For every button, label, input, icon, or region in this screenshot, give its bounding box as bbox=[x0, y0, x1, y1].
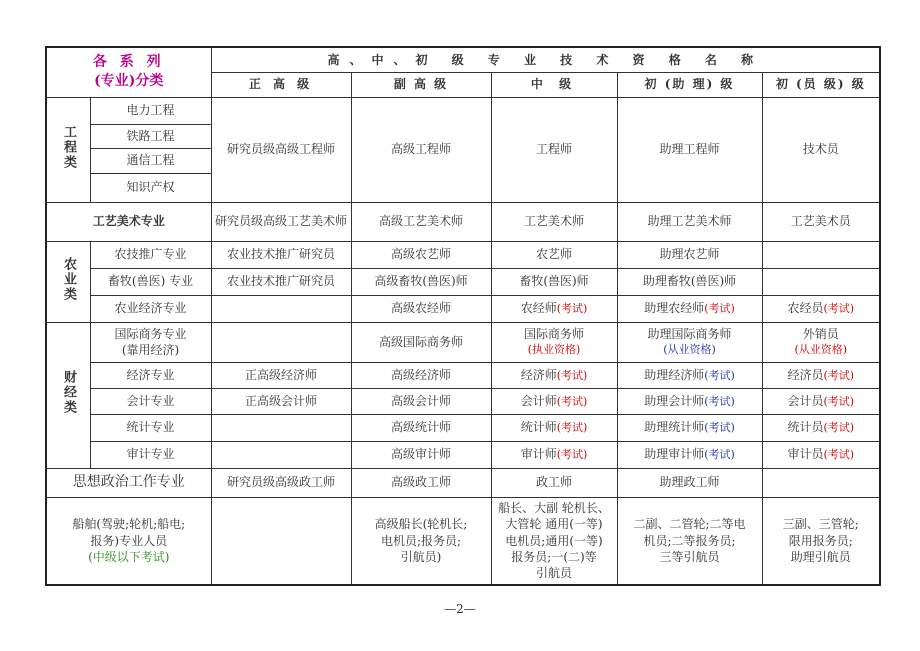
audit-senior: 高级审计师 bbox=[351, 441, 491, 468]
sub-economics: 经济专业 bbox=[90, 362, 211, 388]
animal-senior: 高级畜牧(兽医)师 bbox=[351, 268, 491, 295]
category-finance bbox=[46, 322, 90, 468]
intl-full-senior bbox=[211, 322, 351, 362]
stat-mid-title: 统计师 bbox=[520, 420, 557, 435]
acct-mid-exam: (考试) bbox=[556, 394, 588, 408]
intl-mid-line2: (执业资格) bbox=[527, 342, 581, 356]
sub-audit: 审计专业 bbox=[90, 441, 211, 468]
intl-mid bbox=[491, 322, 617, 362]
audit-assistant-exam: (考试) bbox=[704, 448, 735, 462]
level-header-assistant: 初 (助 理) 级 bbox=[617, 72, 762, 97]
level-header-deputy-senior: 副 高 级 bbox=[351, 72, 491, 97]
econ-clerk-title: 经济员 bbox=[787, 367, 824, 382]
econ-mid bbox=[491, 362, 617, 388]
agri-ext-full-senior: 农业技术推广研究员 bbox=[211, 241, 351, 268]
ship-cat-line2: 报务)专业人员 bbox=[90, 533, 168, 548]
econ-clerk-exam: (考试) bbox=[823, 368, 855, 382]
category-ship bbox=[46, 497, 211, 585]
corner-line2: (专业)分类 bbox=[94, 73, 164, 90]
sub-statistics: 统计专业 bbox=[90, 414, 211, 441]
sub-intl-business-line1: 国际商务专业 bbox=[114, 326, 187, 341]
stat-senior: 高级统计师 bbox=[351, 414, 491, 441]
animal-mid: 畜牧(兽医)师 bbox=[491, 268, 617, 295]
agri-econ-assistant bbox=[617, 295, 762, 322]
agri-econ-clerk-title: 农经员 bbox=[787, 301, 824, 316]
agri-ext-assistant: 助理农艺师 bbox=[617, 241, 762, 268]
table-title: 高、中、初 级 专 业 技 术 资 格 名 称 bbox=[211, 47, 880, 72]
agri-econ-clerk-exam: (考试) bbox=[823, 302, 855, 316]
audit-mid bbox=[491, 441, 617, 468]
title-eng-full-senior: 研究员级高级工程师 bbox=[211, 97, 351, 202]
acct-assistant-title: 助理会计师 bbox=[644, 393, 705, 408]
agri-econ-assistant-exam: (考试) bbox=[704, 302, 735, 316]
corner-line1: 各 系 列 bbox=[92, 54, 165, 71]
agri-econ-full-senior bbox=[211, 295, 351, 322]
ship-clerk-l1: 三副、三管轮; bbox=[782, 517, 859, 532]
econ-mid-exam: (考试) bbox=[556, 368, 588, 382]
ship-mid-l5: 引航员 bbox=[535, 566, 572, 581]
audit-assistant-title: 助理审计师 bbox=[644, 447, 705, 462]
category-finance-label: 财经类 bbox=[61, 370, 77, 416]
politics-clerk bbox=[762, 468, 880, 497]
politics-assistant: 助理政工师 bbox=[617, 468, 762, 497]
ship-assistant bbox=[617, 497, 762, 585]
title-arts-full-senior: 研究员级高级工艺美术师 bbox=[211, 202, 351, 241]
audit-full-senior bbox=[211, 441, 351, 468]
category-engineering bbox=[46, 97, 90, 202]
title-arts-clerk: 工艺美术员 bbox=[762, 202, 880, 241]
sub-accounting: 会计专业 bbox=[90, 388, 211, 414]
acct-assistant bbox=[617, 388, 762, 414]
sub-ip: 知识产权 bbox=[90, 173, 211, 202]
ship-clerk bbox=[762, 497, 880, 585]
sub-intl-business bbox=[90, 322, 211, 362]
ship-senior bbox=[351, 497, 491, 585]
stat-mid-exam: (考试) bbox=[556, 421, 588, 435]
politics-full-senior: 研究员级高级政工师 bbox=[211, 468, 351, 497]
stat-clerk bbox=[762, 414, 880, 441]
agri-econ-senior: 高级农经师 bbox=[351, 295, 491, 322]
sub-telecom: 通信工程 bbox=[90, 148, 211, 173]
ship-cat-line3: (中级以下考试) bbox=[88, 549, 170, 564]
intl-assistant-line1: 助理国际商务师 bbox=[647, 327, 732, 342]
agri-ext-senior: 高级农艺师 bbox=[351, 241, 491, 268]
agri-econ-mid-exam: (考试) bbox=[556, 302, 588, 316]
econ-mid-title: 经济师 bbox=[520, 367, 557, 382]
agri-econ-mid-title: 农经师 bbox=[520, 301, 557, 316]
animal-assistant: 助理畜牧(兽医)师 bbox=[617, 268, 762, 295]
sub-power: 电力工程 bbox=[90, 97, 211, 124]
corner-header bbox=[46, 47, 211, 97]
category-agriculture-label: 农业类 bbox=[61, 256, 77, 302]
sub-railway: 铁路工程 bbox=[90, 124, 211, 148]
ship-asst-l3: 三等引航员 bbox=[659, 549, 720, 564]
ship-asst-l1: 二副、二管轮;二等电 bbox=[633, 517, 746, 532]
ship-clerk-l3: 助理引航员 bbox=[790, 549, 851, 564]
intl-clerk-line2: (从业资格) bbox=[794, 342, 848, 356]
audit-assistant bbox=[617, 441, 762, 468]
acct-clerk bbox=[762, 388, 880, 414]
level-header-clerk: 初 (员 级) 级 bbox=[762, 72, 880, 97]
acct-clerk-title: 会计员 bbox=[787, 393, 824, 408]
politics-senior: 高级政工师 bbox=[351, 468, 491, 497]
ship-mid bbox=[491, 497, 617, 585]
agri-econ-mid bbox=[491, 295, 617, 322]
title-eng-assistant: 助理工程师 bbox=[617, 97, 762, 202]
qualification-table bbox=[45, 46, 881, 586]
sub-intl-business-line2: (靠用经济) bbox=[121, 343, 180, 357]
intl-assistant bbox=[617, 322, 762, 362]
title-eng-clerk: 技术员 bbox=[762, 97, 880, 202]
page-number: —2— bbox=[444, 602, 476, 616]
category-arts: 工艺美术专业 bbox=[46, 202, 211, 241]
audit-mid-exam: (考试) bbox=[556, 448, 588, 462]
category-politics: 思想政治工作专业 bbox=[46, 468, 211, 497]
ship-mid-l4: 报务员;一(二)等 bbox=[511, 549, 597, 564]
agri-ext-clerk bbox=[762, 241, 880, 268]
acct-clerk-exam: (考试) bbox=[823, 394, 855, 408]
audit-clerk-exam: (考试) bbox=[823, 448, 855, 462]
ship-mid-l3: 电机员;通用(一等) bbox=[505, 533, 603, 548]
category-engineering-label: 工程类 bbox=[61, 124, 77, 170]
stat-assistant bbox=[617, 414, 762, 441]
audit-mid-title: 审计师 bbox=[520, 447, 557, 462]
econ-senior: 高级经济师 bbox=[351, 362, 491, 388]
acct-full-senior: 正高级会计师 bbox=[211, 388, 351, 414]
ship-mid-l1: 船长、大副 轮机长、 bbox=[498, 501, 610, 516]
title-eng-senior: 高级工程师 bbox=[351, 97, 491, 202]
stat-assistant-exam: (考试) bbox=[704, 421, 735, 435]
acct-senior: 高级会计师 bbox=[351, 388, 491, 414]
audit-clerk-title: 审计员 bbox=[787, 447, 824, 462]
ship-full-senior bbox=[211, 497, 351, 585]
acct-assistant-exam: (考试) bbox=[704, 394, 735, 408]
stat-full-senior bbox=[211, 414, 351, 441]
ship-senior-l3: 引航员) bbox=[400, 549, 442, 564]
econ-assistant-title: 助理经济师 bbox=[644, 367, 705, 382]
stat-mid bbox=[491, 414, 617, 441]
ship-senior-l1: 高级船长(轮机长; bbox=[374, 517, 468, 532]
intl-clerk bbox=[762, 322, 880, 362]
intl-senior: 高级国际商务师 bbox=[351, 322, 491, 362]
category-agriculture bbox=[46, 241, 90, 322]
ship-mid-l2: 大管轮 通用(一等) bbox=[505, 517, 603, 532]
econ-full-senior: 正高级经济师 bbox=[211, 362, 351, 388]
intl-mid-line1: 国际商务师 bbox=[523, 327, 584, 342]
acct-mid bbox=[491, 388, 617, 414]
title-eng-mid: 工程师 bbox=[491, 97, 617, 202]
title-arts-mid: 工艺美术师 bbox=[491, 202, 617, 241]
animal-clerk bbox=[762, 268, 880, 295]
econ-clerk bbox=[762, 362, 880, 388]
agri-econ-assistant-title: 助理农经师 bbox=[644, 301, 705, 316]
sub-agri-extension: 农技推广专业 bbox=[90, 241, 211, 268]
title-arts-senior: 高级工艺美术师 bbox=[351, 202, 491, 241]
sub-agri-economics: 农业经济专业 bbox=[90, 295, 211, 322]
level-header-mid: 中 级 bbox=[491, 72, 617, 97]
stat-assistant-title: 助理统计师 bbox=[644, 420, 705, 435]
ship-asst-l2: 机员;二等报务员; bbox=[643, 533, 736, 548]
econ-assistant bbox=[617, 362, 762, 388]
level-header-full-senior: 正 高 级 bbox=[211, 72, 351, 97]
politics-mid: 政工师 bbox=[491, 468, 617, 497]
sub-animal-husbandry: 畜牧(兽医) 专业 bbox=[90, 268, 211, 295]
econ-assistant-exam: (考试) bbox=[704, 368, 735, 382]
intl-assistant-line2: (从业资格) bbox=[663, 342, 716, 356]
title-arts-assistant: 助理工艺美术师 bbox=[617, 202, 762, 241]
ship-senior-l2: 电机员;报务员; bbox=[380, 533, 462, 548]
audit-clerk bbox=[762, 441, 880, 468]
stat-clerk-title: 统计员 bbox=[787, 420, 824, 435]
agri-econ-clerk bbox=[762, 295, 880, 322]
acct-mid-title: 会计师 bbox=[520, 393, 557, 408]
ship-cat-line1: 船舶(驾驶;轮机;船电; bbox=[72, 517, 186, 532]
stat-clerk-exam: (考试) bbox=[823, 421, 855, 435]
animal-full-senior: 农业技术推广研究员 bbox=[211, 268, 351, 295]
intl-clerk-line1: 外销员 bbox=[802, 327, 839, 342]
agri-ext-mid: 农艺师 bbox=[491, 241, 617, 268]
ship-clerk-l2: 限用报务员; bbox=[788, 533, 853, 548]
